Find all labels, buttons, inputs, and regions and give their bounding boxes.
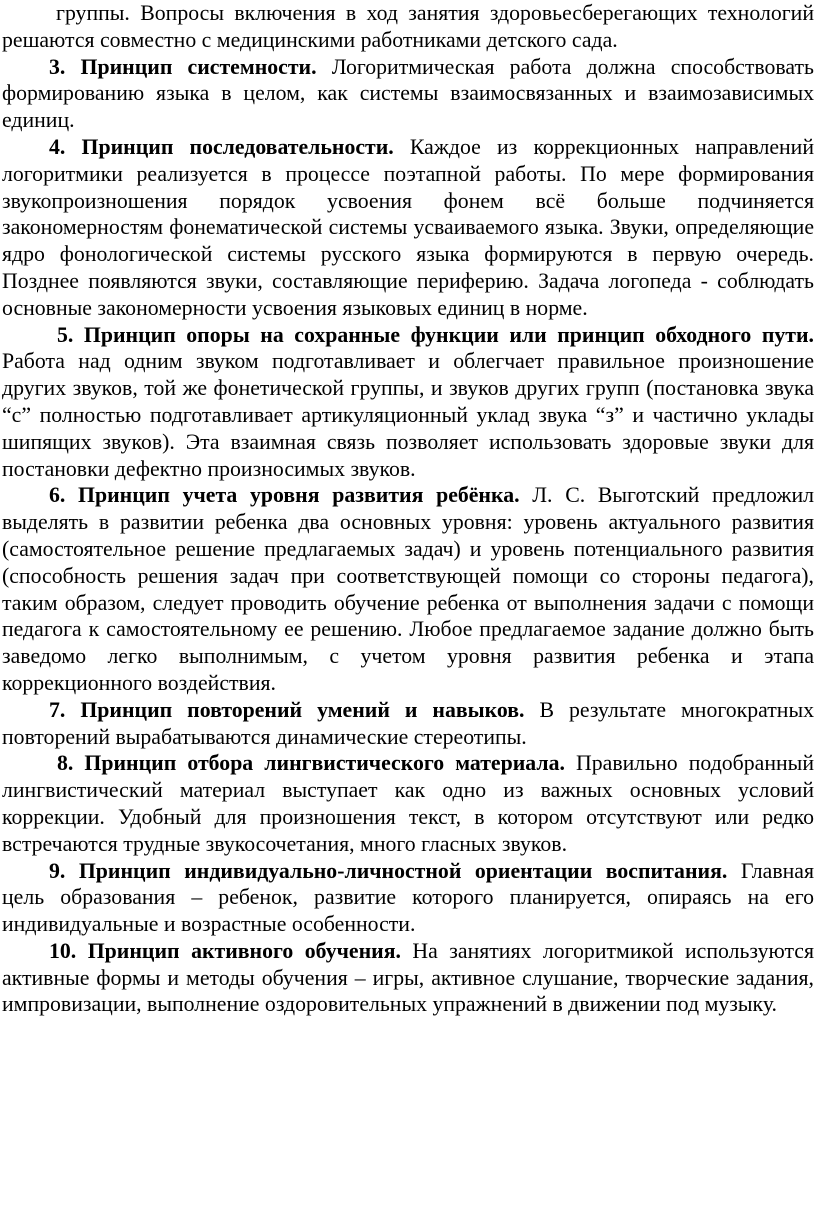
- principle-6-heading: 6. Принцип учета уровня развития ребёнка.: [49, 483, 520, 508]
- principle-5-heading: 5. Принцип опоры на сохранные функции или принцип обходного пути.: [57, 322, 814, 347]
- principle-4-body: Каждое из коррекционных направлений логоритмики реализуется в процессе поэтапной работы. По мере формирования звукопроизношения порядок усвоения фонем всё больше подчиняется закономерностям фонематической системы усваиваемого языка. Звуки, определяющие ядро фонологической системы русского языка формируются в первую очередь. Позднее появляются звуки, составляющие периферию. Задача логопеда - соблюдать основные закономерности усвоения языковых единиц в норме.: [2, 134, 814, 320]
- principle-6-body: Л. С. Выготский предложил выделять в развитии ребенка два основных уровня: уровень актуального развития (самостоятельное решение предлагаемых задач) и уровень потенциального развития (способность решения задач при соответствующей помощи со стороны педагога), таким образом, следует проводить обучение ребенка от выполнения задачи с помощи педагога к самостоятельному ее решению. Любое предлагаемое задание должно быть заведомо легко выполнимым, с учетом уровня развития ребенка и этапа коррекционного воздействия.: [2, 483, 815, 695]
- principle-7-heading: 7. Принцип повторений умений и навыков.: [49, 697, 525, 722]
- principle-10-heading: 10. Принцип активного обучения.: [49, 938, 401, 963]
- principle-10-paragraph: [2, 938, 814, 1018]
- principle-5-body: Работа над одним звуком подготавливает и облегчает правильное произношение других звуков, той же фонетической группы, и звуков других групп (постановка звука “с” полностью подготавливает артикуляционный уклад звука “з” и частично уклады шипящих звуков). Эта взаимная связь позволяет использовать здоровые звуки для постановки дефектно произносимых звуков.: [2, 349, 814, 481]
- principle-3-heading: 3. Принцип системности.: [49, 54, 317, 79]
- principle-7-body: В результате многократных повторений вырабатываются динамические стереотипы.: [2, 697, 814, 749]
- principle-3-body: Логоритмическая работа должна способствовать формированию языка в целом, как системы взаимосвязанных и взаимозависимых единиц.: [2, 54, 814, 133]
- principle-10-body: На занятиях логоритмикой используются активные формы и методы обучения – игры, активное слушание, творческие задания, импровизации, выполнение оздоровительных упражнений в движении под музыку.: [2, 938, 814, 1017]
- principle-4-paragraph: [2, 134, 814, 322]
- principle-7-paragraph: [2, 697, 814, 751]
- intro-text: группы. Вопросы включения в ход занятия здоровьесберегающих технологий решаются совместно с медицинскими работниками детского сада.: [2, 1, 814, 52]
- intro-paragraph: [2, 0, 814, 54]
- principle-9-body: Главная цель образования – ребенок, развитие которого планируется, опираясь на его индивидуальные и возрастные особенности.: [2, 858, 814, 937]
- principle-3-paragraph: [2, 54, 814, 134]
- principle-8-body: Правильно подобранный лингвистический материал выступает как одно из важных основных условий коррекции. Удобный для произношения текст, в котором отсутствуют или редко встречаются трудные звукосочетания, много гласных звуков.: [2, 751, 814, 856]
- principle-4-heading: 4. Принцип последовательности.: [49, 134, 394, 159]
- principle-6-paragraph: [2, 482, 814, 696]
- principle-9-heading: 9. Принцип индивидуально-личностной ориентации воспитания.: [49, 858, 728, 883]
- principle-9-paragraph: [2, 858, 814, 938]
- principle-5-paragraph: [2, 322, 814, 483]
- principle-8-heading: 8. Принцип отбора лингвистического материала.: [57, 751, 565, 776]
- principle-8-paragraph: [2, 750, 814, 857]
